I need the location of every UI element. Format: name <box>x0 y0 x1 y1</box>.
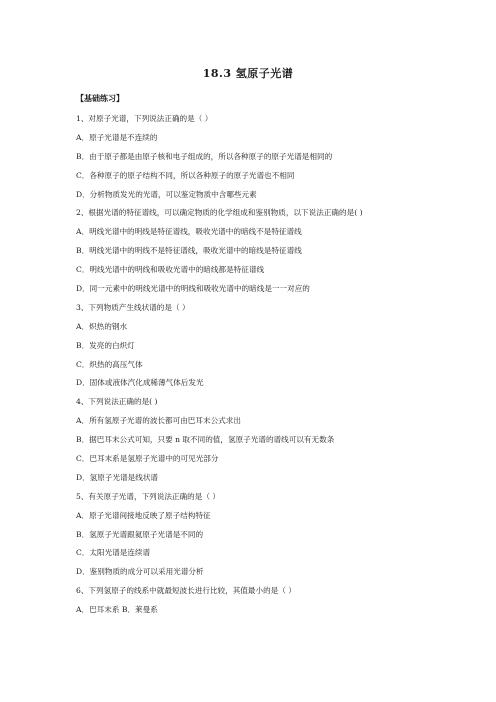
question-line: 1、对原子光谱，下列说法正确的是（ ） <box>76 114 213 123</box>
question-line: 3、下列物质产生线状谱的是（ ） <box>76 302 190 312</box>
option-line: B．发亮的白炽灯 <box>76 340 135 350</box>
question-line: 4、下列说法正确的是( ) <box>76 397 158 407</box>
option-line: C．太阳光谱是连续谱 <box>76 548 151 558</box>
option-line: C．炽热的高压气体 <box>76 359 143 369</box>
option-line: A．所有氢原子光谱的波长都可由巴耳末公式求出 <box>76 416 241 426</box>
question-line: 2、根据光谱的特征谱线，可以确定物质的化学组成和鉴别物质，以下说法正确的是( ) <box>76 208 363 218</box>
option-line: D．同一元素中的明线光谱中的明线和吸收光谱中的暗线是一一对应的 <box>76 284 310 294</box>
question-line: 5、有关原子光谱，下列说法正确的是（ ） <box>76 491 220 501</box>
option-line: B．氢原子光谱跟氦原子光谱是不同的 <box>76 529 204 539</box>
option-line: A．明线光谱中的明线是特征谱线，吸收光谱中的暗线不是特征谱线 <box>76 227 302 237</box>
option-line: D．鉴别物质的成分可以采用光谱分析 <box>76 567 204 577</box>
option-line: C．各种原子的原子结构不同，所以各种原子的原子光谱也不相同 <box>76 170 295 180</box>
option-line: A．原子光谱是不连续的 <box>76 132 158 142</box>
option-line: A．原子光谱间接地反映了原子结构特征 <box>76 510 211 520</box>
option-line: A．巴耳末系 B．莱曼系 <box>76 605 158 615</box>
option-line: B．由于原子都是由原子核和电子组成的，所以各种原子的原子光谱是相同的 <box>76 151 333 161</box>
question-list <box>76 110 456 620</box>
option-line: C．明线光谱中的明线和吸收光谱中的暗线都是特征谱线 <box>76 265 265 275</box>
question-line: 6、下列氢原子的线系中就最短波长进行比较，其值最小的是（ ） <box>76 586 296 596</box>
page-title: 18.3 氢原子光谱 <box>202 67 294 80</box>
option-line: A．炽热的钢水 <box>76 321 128 331</box>
option-line: D．氢原子光谱是线状谱 <box>76 472 159 482</box>
option-line: B．据巴耳末公式可知，只要 n 取不同的值，氢原子光谱的谱线可以有无数条 <box>76 435 335 445</box>
option-line: C．巴耳末系是氢原子光谱中的可见光部分 <box>76 454 219 464</box>
option-line: D．分析物质发光的光谱，可以鉴定物质中含哪些元素 <box>76 189 257 199</box>
option-line: B．明线光谱中的明线不是特征谱线，吸收光谱中的暗线是特征谱线 <box>76 246 302 256</box>
option-line: D．固体或液体汽化成稀薄气体后发光 <box>76 378 204 388</box>
section-heading: 【基础练习】 <box>76 93 124 103</box>
